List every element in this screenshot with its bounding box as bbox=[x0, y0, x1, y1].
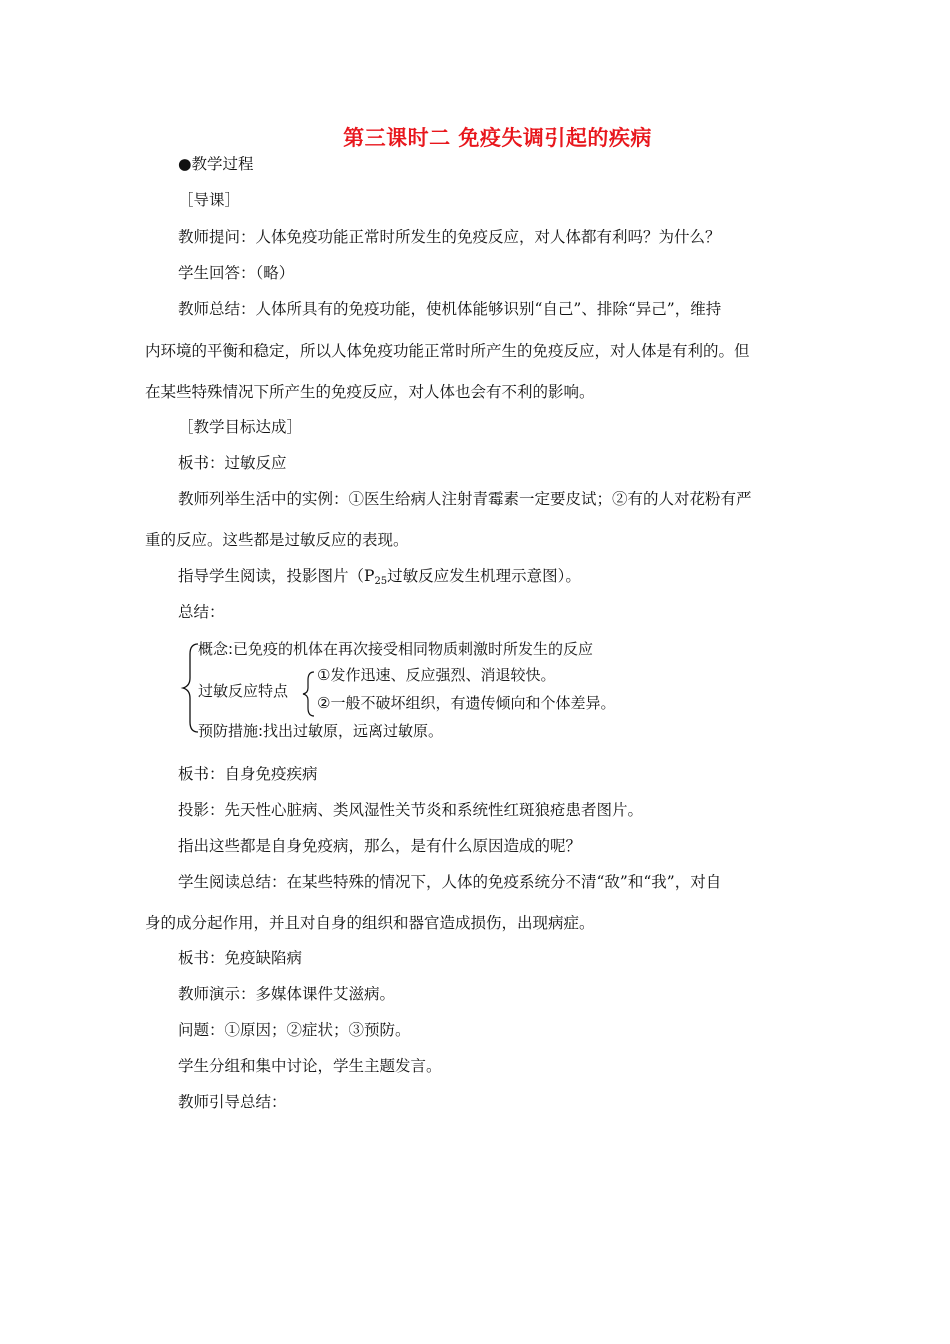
paragraph-teacher-summary-3: 在某些特殊情况下所产生的免疫反应，对人体也会有不利的影响。 bbox=[145, 383, 595, 401]
paragraph-teacher-demo: 教师演示：多媒体课件艾滋病。 bbox=[178, 985, 396, 1003]
paragraph-teacher-question: 教师提问：人体免疫功能正常时所发生的免疫反应，对人体都有利吗？为什么？ bbox=[178, 228, 721, 246]
paragraph-goal-heading: ［教学目标达成］ bbox=[178, 418, 303, 436]
reading-guide-page-subscript: 25 bbox=[374, 576, 388, 587]
allergy-brace-diagram bbox=[178, 636, 698, 746]
diagram-feature-2: ②一般不破坏组织，有遗传倾向和个体差异。 bbox=[317, 694, 616, 712]
paragraph-teacher-guided-summary: 教师引导总结： bbox=[178, 1093, 287, 1111]
paragraph-summary-label: 总结： bbox=[178, 603, 225, 621]
paragraph-board-immunodeficiency: 板书：免疫缺陷病 bbox=[178, 949, 303, 967]
paragraph-cause-question: 指出这些都是自身免疫病，那么，是有什么原因造成的呢？ bbox=[178, 837, 582, 855]
paragraph-board-autoimmune: 板书：自身免疫疾病 bbox=[178, 765, 318, 783]
paragraph-student-summary-2: 身的成分起作用，并且对自身的组织和器官造成损伤，出现病症。 bbox=[145, 914, 595, 932]
section-heading: ●教学过程 bbox=[178, 155, 254, 173]
paragraph-discussion: 学生分组和集中讨论，学生主题发言。 bbox=[178, 1057, 442, 1075]
diagram-feature-1: ①发作迅速、反应强烈、消退较快。 bbox=[317, 666, 556, 684]
paragraph-teacher-summary-2: 内环境的平衡和稳定，所以人体免疫功能正常时所产生的免疫反应，对人体是有利的。但 bbox=[145, 342, 750, 360]
paragraph-examples-2: 重的反应。这些都是过敏反应的表现。 bbox=[145, 531, 409, 549]
paragraph-reading-guide bbox=[178, 564, 581, 587]
paragraph-intro-heading: ［导课］ bbox=[178, 191, 241, 209]
paragraph-teacher-summary-1: 教师总结：人体所具有的免疫功能，使机体能够识别“自己”、排除“异己”，维持 bbox=[178, 300, 722, 318]
reading-guide-suffix: 过敏反应发生机理示意图）。 bbox=[387, 567, 581, 585]
diagram-concept: 概念:已免疫的机体在再次接受相同物质刺激时所发生的反应 bbox=[198, 640, 594, 658]
paragraph-student-answer: 学生回答：（略） bbox=[178, 264, 295, 282]
paragraph-examples-1: 教师列举生活中的实例：①医生给病人注射青霉素一定要皮试；②有的人对花粉有严 bbox=[178, 490, 752, 508]
diagram-feature-label: 过敏反应特点 bbox=[198, 682, 289, 700]
diagram-prevention: 预防措施:找出过敏原，远离过敏原。 bbox=[198, 722, 444, 740]
paragraph-board-allergy: 板书：过敏反应 bbox=[178, 454, 287, 472]
paragraph-projection: 投影：先天性心脏病、类风湿性关节炎和系统性红斑狼疮患者图片。 bbox=[178, 801, 644, 819]
paragraph-questions: 问题：①原因；②症状；③预防。 bbox=[178, 1021, 411, 1039]
paragraph-student-summary-1: 学生阅读总结：在某些特殊的情况下，人体的免疫系统分不清“敌”和“我”，对自 bbox=[178, 873, 722, 891]
reading-guide-prefix: 指导学生阅读，投影图片（P bbox=[178, 567, 375, 585]
page-title: 第三课时二 免疫失调引起的疾病 bbox=[343, 126, 652, 150]
